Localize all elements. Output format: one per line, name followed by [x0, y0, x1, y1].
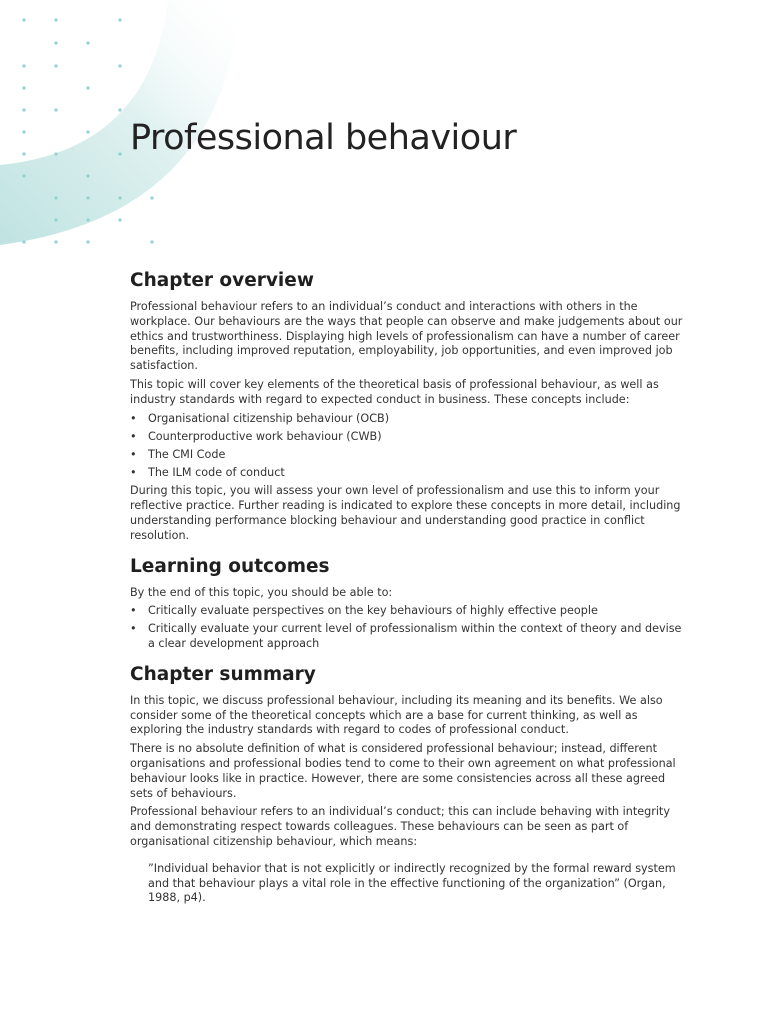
- learning-outcomes-heading: Learning outcomes: [130, 555, 330, 577]
- bullet-icon: •: [130, 465, 137, 479]
- bullet-icon: •: [130, 429, 137, 443]
- chapter-overview-section: [130, 268, 690, 544]
- summary-paragraph: Professional behaviour refers to an individual’s conduct; this can include behaving with integrity and demonstrating respect towards colleagues. These behaviours can be seen as part of organisational citizenship behaviour, which means:: [130, 805, 670, 849]
- list-item: [130, 622, 690, 652]
- bullet-icon: •: [130, 411, 137, 425]
- learning-outcomes-section: [130, 554, 690, 652]
- list-item: [130, 466, 690, 481]
- chapter-overview-heading: Chapter overview: [130, 270, 314, 291]
- summary-paragraph: In this topic, we discuss professional behaviour, including its meaning and its benefits. We also consider some of the theoretical concepts which are a base for current thinking, as well as exploring the industry standards with regard to codes of professional conduct.: [130, 693, 663, 737]
- list-item: [130, 448, 690, 463]
- overview-paragraph: This topic will cover key elements of the theoretical basis of professional behaviour, as well as industry standards with regard to expected conduct in business. These concepts include:: [130, 377, 659, 406]
- bullet-icon: •: [130, 622, 137, 636]
- overview-paragraph: Professional behaviour refers to an individual’s conduct and interactions with others in the workplace. Our behaviours are the ways that people can observe and make judgements about our ethics and trustworthiness. Displaying high levels of professionalism can have a number of career benefits, including improved reputation, employability, job opportunities, and even improved job satisfaction.: [130, 300, 683, 373]
- bullet-icon: •: [130, 604, 137, 618]
- list-item-text: Critically evaluate your current level of professionalism within the context of theory and devise a clear development approach: [148, 622, 682, 651]
- concepts-list: [130, 412, 690, 481]
- bullet-icon: •: [130, 447, 137, 461]
- chapter-summary-section: [130, 662, 690, 906]
- list-item: [130, 412, 690, 427]
- main-content: [130, 268, 690, 906]
- overview-paragraph: During this topic, you will assess your own level of professionalism and use this to inform your reflective practice. Further reading is indicated to explore these concepts in more detail, including understanding performance blocking behaviour and understanding good practice in conflict resolution.: [130, 484, 681, 542]
- list-item-text: Critically evaluate perspectives on the key behaviours of highly effective people: [148, 604, 598, 618]
- list-item: [130, 604, 690, 619]
- outcomes-intro: By the end of this topic, you should be able to:: [130, 585, 393, 599]
- page-title: Professional behaviour: [130, 118, 517, 158]
- chapter-summary-heading: Chapter summary: [130, 663, 316, 685]
- summary-paragraph: There is no absolute definition of what is considered professional behaviour; instead, different organisations and professional bodies tend to come to their own agreement on what professional behaviour looks like in practice. However, there are some consistencies across all these agreed sets of behaviours.: [130, 742, 676, 800]
- list-item-text: Organisational citizenship behaviour (OCB): [148, 411, 390, 425]
- list-item-text: The ILM code of conduct: [148, 465, 285, 479]
- block-quote: ”Individual behavior that is not explicitly or indirectly recognized by the formal reward system and that behaviour plays a vital role in the effective functioning of the organization” (Organ, 1988, p4).: [148, 861, 676, 905]
- list-item-text: The CMI Code: [148, 447, 226, 461]
- list-item-text: Counterproductive work behaviour (CWB): [148, 429, 382, 443]
- outcomes-list: [130, 604, 690, 652]
- list-item: [130, 430, 690, 445]
